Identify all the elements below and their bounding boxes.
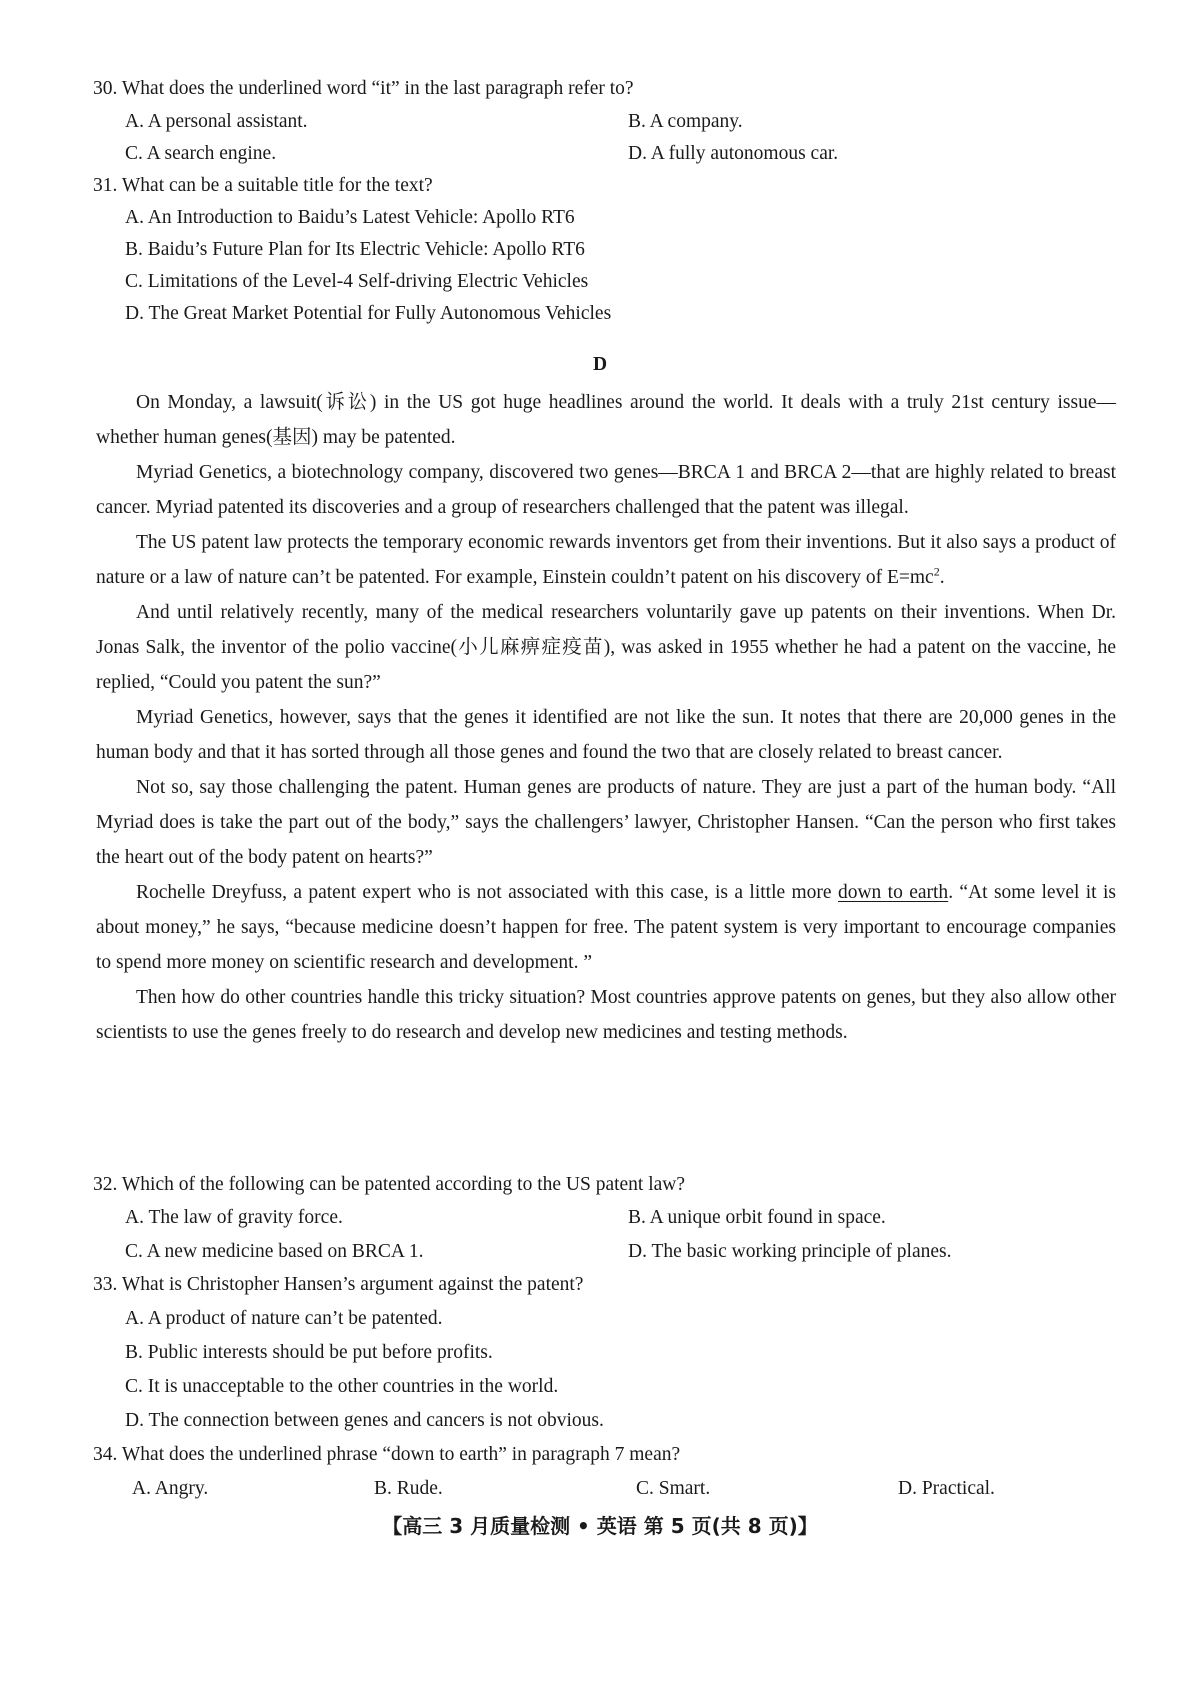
section-title: D (592, 354, 608, 375)
question-31-option-a: A. An Introduction to Baidu’s Latest Vehicle: Apollo RT6 (125, 207, 575, 228)
question-34-option-a: A. Angry. (132, 1478, 209, 1499)
question-34-stem: 34. What does the underlined phrase “down to earth” in paragraph 7 mean? (93, 1444, 681, 1465)
question-30-option-b: B. A company. (628, 111, 743, 132)
question-33-stem: 33. What is Christopher Hansen’s argument against the patent? (93, 1274, 584, 1295)
paragraph-7-end: . “At some level it is about money,” he says, “because medicine doesn’t happen for free. The patent system is very important to encourage companies to spend more money on scientific research and development. ” (96, 882, 1116, 973)
superscript-2: 2 (933, 564, 940, 579)
question-31-option-c: C. Limitations of the Level-4 Self-driving Electric Vehicles (125, 271, 589, 292)
question-33-option-a: A. A product of nature can’t be patented. (125, 1308, 443, 1329)
question-30-option-d: D. A fully autonomous car. (628, 143, 839, 164)
question-30-option-c: C. A search engine. (125, 143, 277, 164)
paragraph-4: And until relatively recently, many of the medical researchers voluntarily gave up patents on their inventions. When Dr. Jonas Salk, the inventor of the polio vaccine(小儿麻痹症疫苗), was asked in 1955 whether he had a patent on the vaccine, he replied, “Could you patent the sun?” (96, 602, 1116, 693)
question-33-option-b: B. Public interests should be put before profits. (125, 1342, 493, 1363)
question-34-option-b: B. Rude. (374, 1478, 443, 1499)
question-33-option-d: D. The connection between genes and cancers is not obvious. (125, 1410, 604, 1431)
question-31-option-b: B. Baidu’s Future Plan for Its Electric Vehicle: Apollo RT6 (125, 239, 585, 260)
paragraph-2: Myriad Genetics, a biotechnology company, discovered two genes—BRCA 1 and BRCA 2—that are highly related to breast cancer. Myriad patented its discoveries and a group of researchers challenged that the patent was illegal. (96, 462, 1116, 518)
paragraph-5: Myriad Genetics, however, says that the genes it identified are not like the sun. It notes that there are 20,000 genes in the human body and that it has sorted through all those genes and found the two that are closely related to breast cancer. (96, 707, 1116, 763)
passage-d (96, 385, 1116, 1050)
underlined-phrase: down to earth (837, 882, 949, 903)
question-33-option-c: C. It is unacceptable to the other countries in the world. (125, 1376, 559, 1397)
question-34-option-c: C. Smart. (636, 1478, 711, 1499)
paragraph-6: Not so, say those challenging the patent. Human genes are products of nature. They are just a part of the human body. “All Myriad does is take the part out of the body,” says the challengers’ lawyer, Christopher Hansen. “Can the person who first takes the heart out of the body patent on hearts?” (96, 777, 1116, 868)
paragraph-7-start: Rochelle Dreyfuss, a patent expert who is not associated with this case, is a little more (136, 882, 838, 903)
question-32-stem: 32. Which of the following can be patented according to the US patent law? (93, 1174, 686, 1195)
question-32-option-c: C. A new medicine based on BRCA 1. (125, 1241, 424, 1262)
page-footer: 【高三 3 月质量检测 • 英语 第 5 页(共 8 页)】 (382, 1514, 818, 1538)
question-32-option-d: D. The basic working principle of planes. (628, 1241, 952, 1262)
question-30-option-a: A. A personal assistant. (125, 111, 308, 132)
question-31-stem: 31. What can be a suitable title for the text? (93, 175, 433, 196)
question-34-option-d: D. Practical. (898, 1478, 995, 1499)
question-30-stem: 30. What does the underlined word “it” in the last paragraph refer to? (93, 78, 634, 99)
question-31-option-d: D. The Great Market Potential for Fully Autonomous Vehicles (125, 303, 612, 324)
paragraph-8: Then how do other countries handle this tricky situation? Most countries approve patents on genes, but they also allow other scientists to use the genes freely to do research and develop new medicines and testing methods. (96, 987, 1116, 1043)
question-32-option-b: B. A unique orbit found in space. (628, 1207, 886, 1228)
paragraph-7 (96, 875, 1116, 980)
paragraph-3 (96, 525, 1116, 595)
paragraph-3-end: . (939, 567, 945, 588)
paragraph-3-text: The US patent law protects the temporary economic rewards inventors get from their inventions. But it also says a product of nature or a law of nature can’t be patented. For example, Einstein couldn’t patent on his discovery of E=mc (96, 532, 1116, 588)
paragraph-1: On Monday, a lawsuit(诉讼) in the US got huge headlines around the world. It deals with a truly 21st century issue—whether human genes(基因) may be patented. (96, 392, 1116, 448)
question-32-option-a: A. The law of gravity force. (125, 1207, 343, 1228)
